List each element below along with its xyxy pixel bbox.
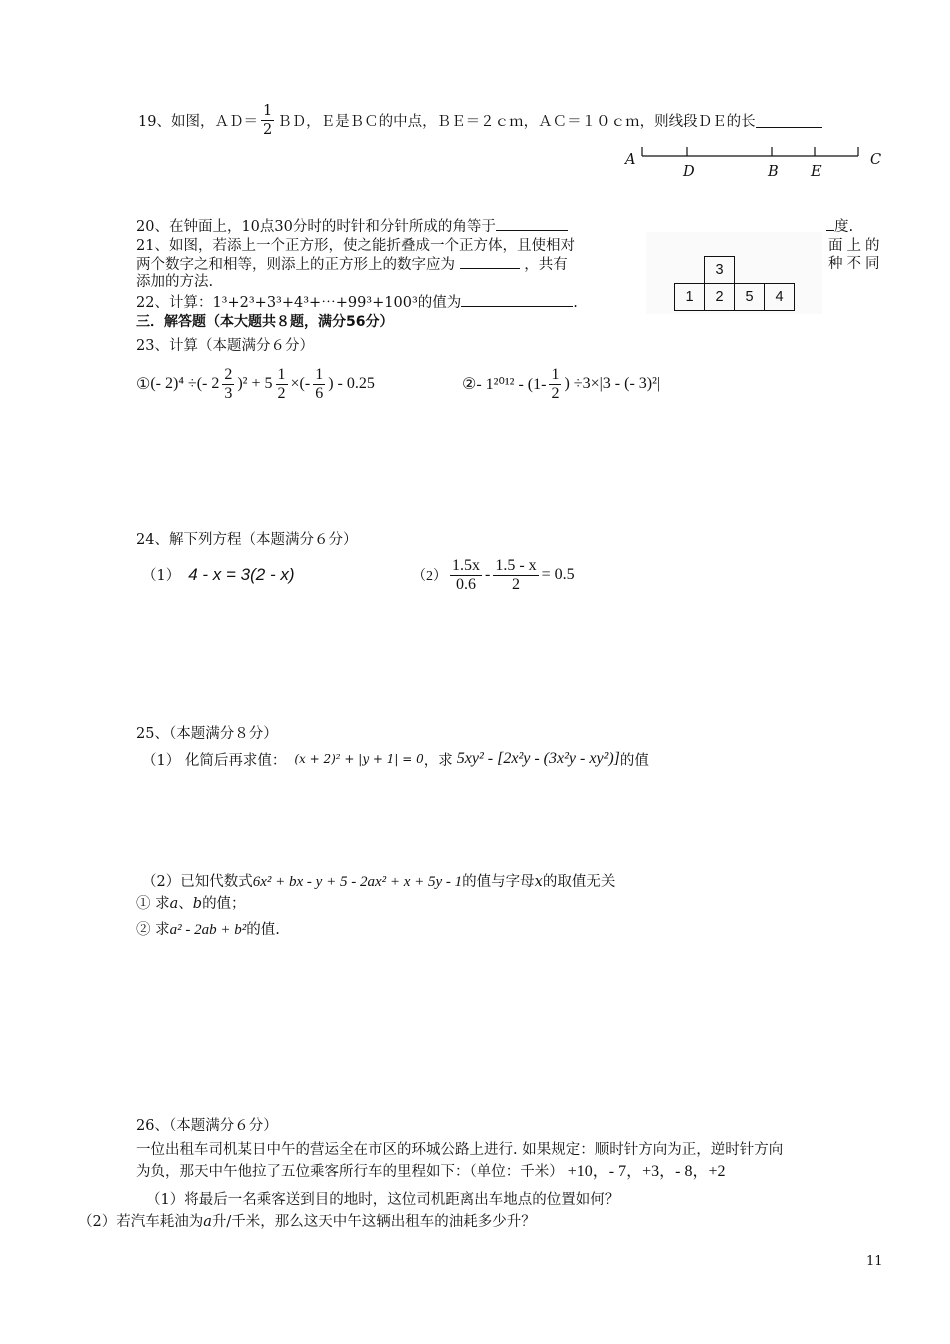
label-d: D [683, 164, 695, 180]
q25-p1-condition: (x + 2)² + |y + 1| = 0 [294, 752, 424, 766]
q22-answer-blank[interactable] [461, 292, 573, 307]
q23-p1-expr-b: )² + 5 [237, 375, 273, 392]
q24-part2 [412, 552, 575, 598]
q25-p2-expression: 6x² + bx - y + 5 - 2ax² + x + 5y - 1 [252, 874, 463, 890]
question-20 [136, 216, 568, 237]
q25-sep: 、 [178, 896, 193, 912]
net-cell [765, 283, 795, 311]
q26-values: +10，- 7，+3，- 8，+2 [567, 1163, 726, 1180]
q25-var-a: a [169, 896, 179, 912]
q26-sub1: （1）将最后一名乘客送到目的地时，这位司机距离出车地点的位置如何？ [146, 1192, 620, 1208]
q25-p2-ii-label: ② 求 [136, 922, 170, 938]
frac-den: 3 [224, 384, 233, 402]
page-number: 11 [866, 1254, 883, 1269]
q20-suffix-wrap [826, 216, 853, 237]
q23-part2 [462, 360, 660, 408]
net-number: 1 [685, 289, 694, 305]
q19-number: 19、 [138, 113, 171, 130]
net-cell [735, 283, 765, 311]
q19-frac-den: 2 [262, 121, 273, 138]
q25-p2-end2: 的取值无关 [542, 874, 616, 890]
net-top-number: 3 [715, 262, 724, 278]
q23-p1-expr-a: (- 2)⁴ ÷(- 2 [150, 375, 220, 392]
q19-fraction [261, 102, 274, 139]
q26-line2-text: 为负，那天中午他拉了五位乘客所行车的里程如下：（单位：千米） [136, 1164, 564, 1180]
q24-p2-frac1 [450, 557, 482, 594]
q21-answer-blank[interactable] [460, 254, 520, 269]
q23-p2-frac [549, 366, 561, 403]
net-number: 5 [745, 289, 754, 305]
q20-suffix: 度. [834, 219, 854, 235]
q25-part1 [142, 746, 649, 772]
q23-p1-half-frac [276, 366, 288, 403]
frac-num: 1 [315, 365, 324, 383]
net-cell-top [704, 256, 735, 284]
q23-title: 23、计算（本题满分６分） [136, 338, 314, 354]
q26-sub2 [78, 1212, 536, 1232]
q25-p2-label: （2）已知代数式 [142, 874, 253, 890]
q23-p1-mixed-frac [222, 366, 234, 403]
q19-answer-blank[interactable] [756, 113, 822, 128]
question-22 [136, 292, 578, 313]
q26-line2 [136, 1162, 725, 1182]
q26-sub2-a: （2）若汽车耗油为 [78, 1214, 204, 1230]
q21-line1: 21、如图，若添上一个正方形，使之能折叠成一个正方体，且使相对 [136, 238, 575, 254]
net-number: 4 [775, 289, 784, 305]
q24-p1-expr: 4 - x = 3(2 - x) [188, 564, 295, 584]
q23-p1-expr-c: ×(- [290, 375, 311, 392]
q24-p1-label: （1） [142, 568, 181, 584]
q21-cube-net [646, 232, 822, 314]
q25-p2-ii-expr: a² - 2ab + b² [169, 922, 247, 938]
label-a: A [625, 152, 636, 168]
q25-p1-end: 的值 [619, 752, 649, 769]
q24-p2-label: （2） [412, 569, 447, 584]
frac-den: 6 [315, 384, 324, 402]
q19-text-b: ＢＤ，Ｅ是ＢＣ的中点，ＢＥ＝２ｃｍ，ＡＣ＝１０ｃｍ，则线段ＤＥ的长 [277, 113, 756, 130]
q19-text-a: 如图，ＡＤ＝ [170, 113, 258, 130]
q24-title: 24、解下列方程（本题满分６分） [136, 532, 358, 548]
q24-p2-minus: - [485, 566, 491, 583]
q23-p1-sixth-frac [313, 366, 325, 403]
q21-line3: 添加的方法. [136, 274, 214, 290]
frac-den: 0.6 [456, 575, 476, 593]
q20-blank-tail [826, 216, 834, 231]
label-e: E [811, 164, 822, 180]
q24-part1 [142, 564, 295, 585]
frac-num: 1.5x [452, 556, 480, 574]
q21-line2-right: 种不同 [828, 256, 884, 272]
q24-p2-frac2 [493, 557, 538, 594]
q25-p1-label: （1） 化简后再求值： [142, 752, 287, 769]
q25-title: 25、（本题满分８分） [136, 726, 278, 742]
q23-p1-prefix: ① [136, 376, 151, 393]
q23-part1 [136, 360, 375, 408]
q25-part2 [142, 872, 615, 892]
frac-num: 1 [277, 365, 286, 383]
segment-diagram [620, 140, 890, 186]
frac-num: 1.5 - x [495, 556, 537, 574]
q19-frac-num: 1 [262, 102, 273, 119]
net-cell [705, 283, 735, 311]
frac-den: 2 [511, 575, 520, 593]
section-3-title: 三．解答题（本大题共８题，满分56分） [136, 314, 394, 330]
frac-den: 2 [551, 384, 560, 402]
q19-segment-figure [620, 140, 890, 186]
q25-p2-i-label: ① 求 [136, 896, 170, 912]
q25-part2-i [136, 894, 246, 914]
q20-answer-blank[interactable] [496, 216, 568, 231]
q22-text: 22、计算：1³+2³+3³+4³+⋯+99³+100³的值为 [136, 295, 462, 311]
q23-p2-expr-b: ) ÷3×|3 - (- 3)²| [564, 375, 661, 392]
net-cell [674, 283, 705, 311]
question-19 [138, 98, 822, 142]
net-number: 2 [715, 289, 724, 305]
q21-line2-text: 两个数字之和相等，则添上的正方形上的数字应为 [136, 257, 455, 273]
q25-part2-ii [136, 920, 280, 940]
q20-text: 20、在钟面上，10点30分时的时针和分针所成的角等于 [136, 219, 496, 235]
q24-p2-rhs: = 0.5 [541, 566, 575, 583]
label-b: B [768, 164, 779, 180]
q21-line1-right: 面上的 [828, 238, 884, 254]
q25-p2-end: 的值与字母 [462, 874, 535, 890]
q26-var-a: a [203, 1214, 212, 1230]
q25-p2-i-end: 的值； [202, 896, 246, 912]
label-c: C [870, 152, 882, 168]
frac-num: 2 [224, 365, 233, 383]
q25-p1-mid: ，求 [423, 752, 453, 769]
q25-p2-var: x [534, 874, 543, 890]
q21-line2-mid: ，共有 [524, 257, 568, 273]
q23-p2-prefix: ② [462, 376, 477, 393]
q22-period: . [573, 295, 578, 311]
q25-p1-expression: 5xy² - [2x²y - (3x²y - xy²)] [456, 750, 620, 767]
q23-p1-expr-d: ) - 0.25 [328, 375, 375, 392]
q26-sub2-b: 升/千米，那么这天中午这辆出租车的油耗多少升？ [211, 1214, 536, 1230]
frac-num: 1 [551, 365, 560, 383]
q23-p2-expr-a: - 1²⁰¹² - (1- [476, 376, 547, 393]
frac-den: 2 [277, 384, 286, 402]
q25-var-b: b [192, 896, 203, 912]
q26-line1: 一位出租车司机某日中午的营运全在市区的环城公路上进行. 如果规定：顺时针方向为正，逆时针方向 [136, 1142, 784, 1158]
net-row [674, 283, 795, 311]
q26-title: 26、（本题满分６分） [136, 1118, 278, 1134]
q25-p2-ii-end: 的值. [246, 922, 280, 938]
